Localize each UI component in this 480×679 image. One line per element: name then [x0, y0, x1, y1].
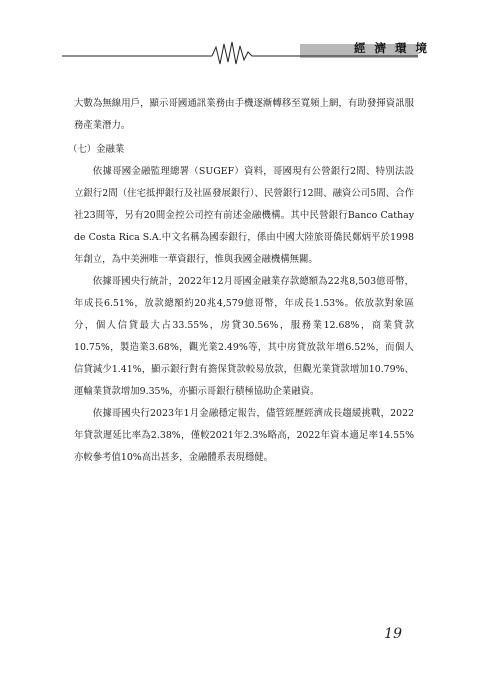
paragraph: 依據哥國央行2023年1月金融穩定報告，儘管經歷經濟成長趨緩挑戰，2022年貸款遲延比率為2.38%，僅較2021年2.3%略高，2022年資本適足率14.55%亦較參考值10%高出甚多，金融體系表現穩健。	[74, 408, 414, 463]
heartbeat-line-icon	[0, 0, 480, 70]
page-header	[0, 0, 480, 70]
section-title: 經濟環境	[354, 41, 436, 55]
page-number: 19	[384, 626, 402, 642]
subsection-heading: （七）金融業	[68, 144, 125, 155]
body-text	[68, 93, 414, 469]
paragraph-continued: 大數為無線用戶，顯示哥國通訊業務由手機逐漸轉移至寬頻上網，有助發揮資訊服務產業潛力。	[74, 98, 414, 131]
paragraph: 依據哥國金融監理總署（SUGEF）資料，哥國現有公營銀行2間、特別法設立銀行2間（住宅抵押銀行及社區發展銀行）、民營銀行12間、融資公司5間、合作社23間等，另有20間金控公司控有前述金融機構。其中民營銀行Banco Cathay de Costa Rica S.A.中文名稱為國泰銀行，係由中國大陸旅哥僑民鄭炳平於1998年創立，為中美洲唯一華資銀行，惟與我國金融機構無關。	[74, 166, 414, 265]
paragraph: 依據哥國央行統計，2022年12月哥國金融業存款總額為22兆8,503億哥幣，年成長6.51%，放款總額約20兆4,579億哥幣，年成長1.53%。依放款對象區分，個人信貸最大占33.55%，房貸30.56%，服務業12.68%，商業貸款10.75%，製造業3.68%，觀光業2.49%等，其中房貸放款年增6.52%，而個人信貸減少1.41%，顯示銀行對有擔保貸款較易放款，但觀光業貸款增加10.79%、運輸業貸款增加9.35%，亦顯示哥銀行積極協助企業融資。	[74, 276, 414, 397]
